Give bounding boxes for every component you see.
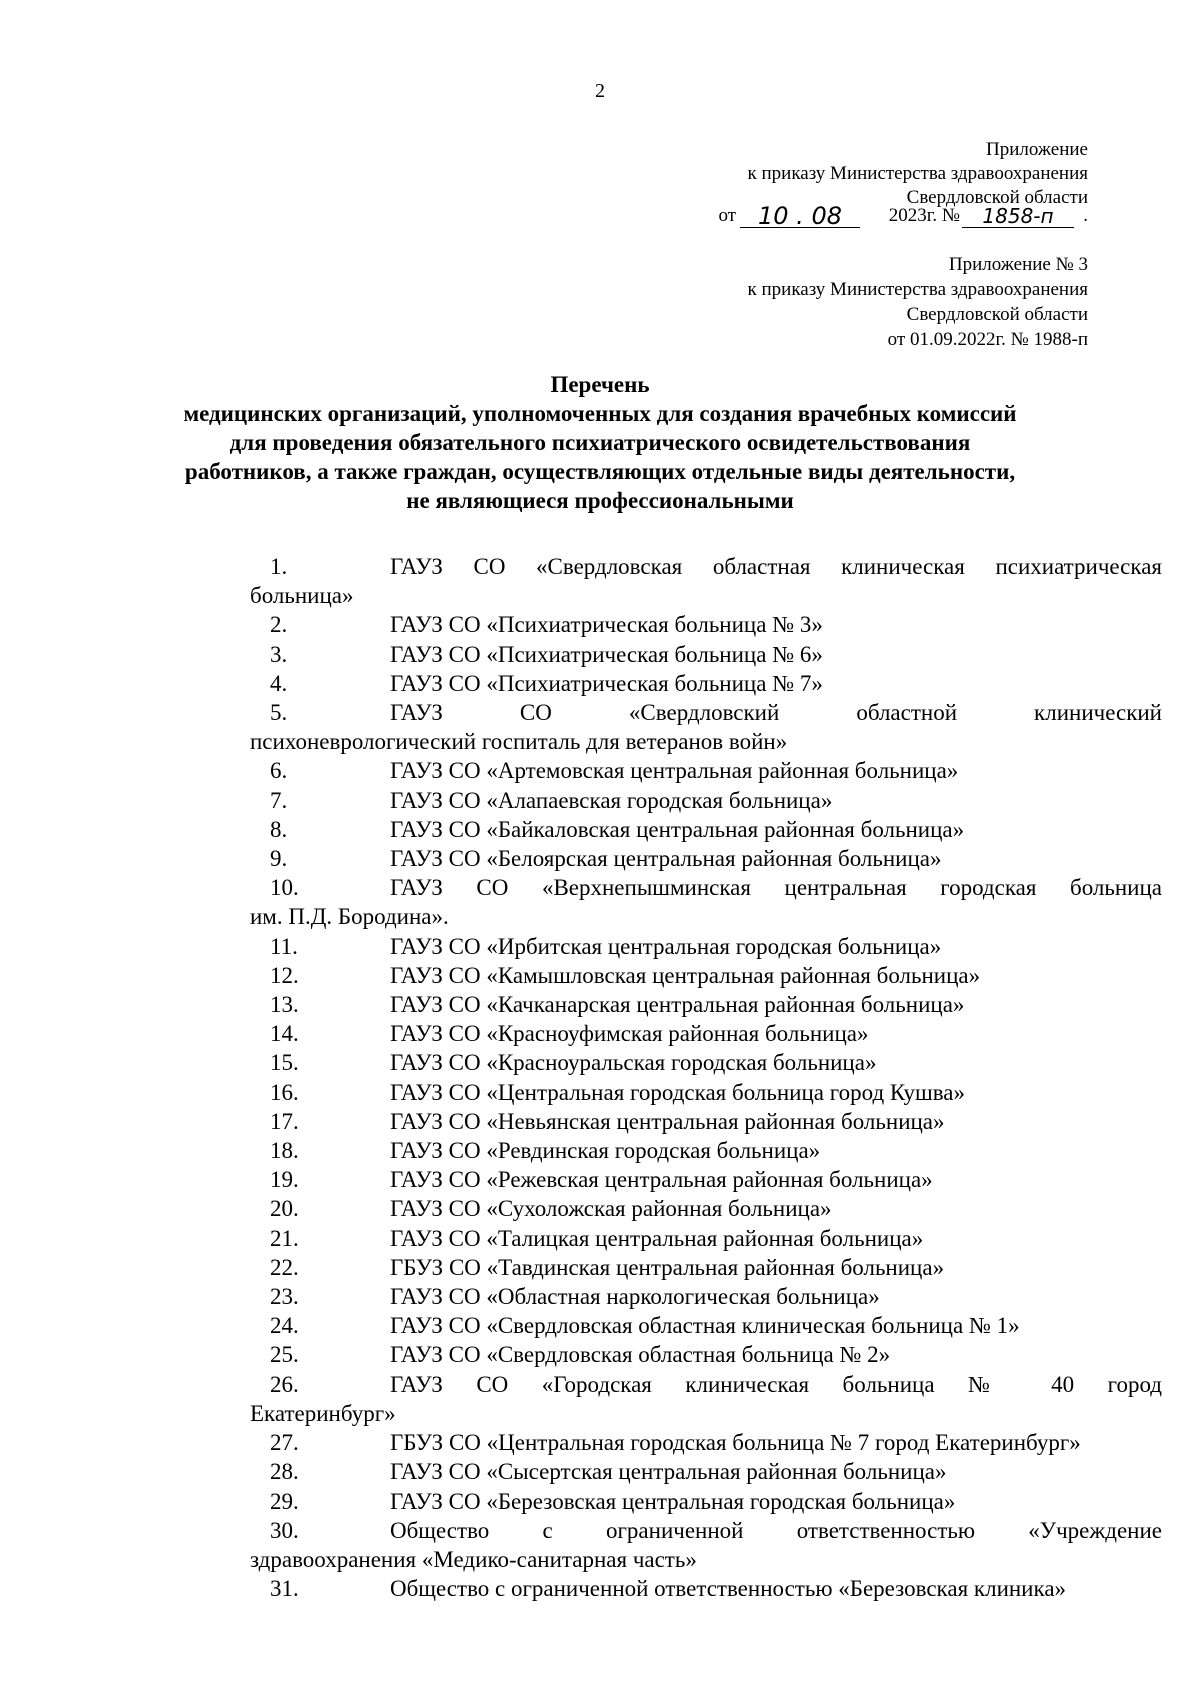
list-item-number: 25.	[270, 1342, 299, 1368]
list-item	[270, 1224, 1162, 1253]
list-item-number: 7.	[270, 787, 288, 813]
list-item-number: 8.	[270, 816, 288, 842]
list-item-number: 24.	[270, 1313, 299, 1339]
list-item	[270, 1136, 1162, 1165]
appendix-label: Приложение	[986, 139, 1088, 160]
list-item	[270, 1340, 1162, 1369]
list-item-number: 28.	[270, 1459, 299, 1485]
list-item	[270, 1048, 1162, 1077]
list-item	[250, 1516, 1162, 1574]
list-item-number: 12.	[270, 962, 299, 988]
list-item	[270, 1194, 1162, 1223]
title-line-3: для проведения обязательного психиатрического освидетельствования	[229, 430, 971, 455]
page-number: 2	[595, 80, 605, 102]
list-item-text: ГАУЗ СО «Свердловский областной клинический	[390, 700, 1162, 726]
list-item	[270, 1282, 1162, 1311]
list-item	[270, 932, 1162, 961]
list-item-number: 27.	[270, 1430, 299, 1456]
organization-list	[250, 552, 1162, 1603]
list-item-number: 6.	[270, 758, 288, 784]
title-line-2: медицинских организаций, уполномоченных для создания врачебных комиссий	[183, 401, 1017, 426]
list-item-text: ГАУЗ СО «Качканарская центральная районная больница»	[390, 992, 965, 1018]
list-item	[250, 552, 1162, 610]
list-item-number: 16.	[270, 1079, 299, 1105]
handwritten-date: 10 . 08	[740, 205, 860, 228]
appendix3-order-ref: к приказу Министерства здравоохранения	[747, 279, 1088, 300]
list-item	[270, 640, 1162, 669]
list-item-number: 4.	[270, 670, 288, 696]
list-item-text: ГАУЗ СО «Свердловская областная клиническая больница № 1»	[390, 1313, 1020, 1339]
appendix-header-previous	[668, 252, 1088, 352]
list-item-text: ГАУЗ СО «Областная наркологическая больница»	[390, 1284, 880, 1310]
list-item-text: ГАУЗ СО «Красноуральская городская больница»	[390, 1050, 877, 1076]
list-item-text: ГБУЗ СО «Тавдинская центральная районная больница»	[390, 1254, 945, 1280]
list-item-number: 18.	[270, 1138, 299, 1164]
document-title	[150, 370, 1050, 515]
list-item	[270, 1428, 1162, 1457]
list-item	[270, 610, 1162, 639]
list-item-text: ГАУЗ СО «Психиатрическая больница № 7»	[390, 670, 823, 696]
list-item-number: 14.	[270, 1021, 299, 1047]
list-item-text: ГАУЗ СО «Сысертская центральная районная больница»	[390, 1459, 947, 1485]
list-item-number: 11.	[270, 933, 298, 959]
list-item-text: ГАУЗ СО «Белоярская центральная районная больница»	[390, 846, 942, 872]
list-item-text: ГАУЗ СО «Талицкая центральная районная больница»	[390, 1225, 924, 1251]
list-item-text: ГАУЗ СО «Березовская центральная городская больница»	[390, 1488, 956, 1514]
list-item	[270, 1487, 1162, 1516]
list-item-text: ГАУЗ СО «Ирбитская центральная городская больница»	[390, 933, 942, 959]
list-item-text: Общество с ограниченной ответственностью «Березовская клиника»	[390, 1576, 1067, 1602]
list-item-text: ГАУЗ СО «Городская клиническая больница № 40 город	[390, 1371, 1162, 1397]
handwritten-order-number: 1858-п	[962, 205, 1074, 228]
list-item-text-continued: им. П.Д. Бородина».	[250, 904, 449, 930]
list-item-number: 3.	[270, 641, 288, 667]
title-line-1: Перечень	[550, 372, 650, 397]
list-item-number: 17.	[270, 1108, 299, 1134]
appendix-order-ref: к приказу Министерства здравоохранения	[747, 163, 1088, 184]
list-item	[270, 1078, 1162, 1107]
appendix-region: Свердловской области	[906, 187, 1088, 208]
list-item-text: ГАУЗ СО «Центральная городская больница город Кушва»	[390, 1079, 965, 1105]
list-item-number: 13.	[270, 992, 299, 1018]
list-item-number: 22.	[270, 1254, 299, 1280]
list-item-number: 30.	[270, 1517, 299, 1543]
list-item-text: ГАУЗ СО «Невьянская центральная районная больница»	[390, 1108, 945, 1134]
list-item	[270, 786, 1162, 815]
appendix3-region: Свердловской области	[906, 304, 1088, 325]
list-item	[270, 990, 1162, 1019]
from-label: от	[718, 205, 736, 226]
list-item	[270, 844, 1162, 873]
list-item	[270, 1165, 1162, 1194]
list-item-text: ГАУЗ СО «Психиатрическая больница № 3»	[390, 612, 823, 638]
list-item-text: ГАУЗ СО «Байкаловская центральная районная больница»	[390, 816, 965, 842]
list-item	[270, 756, 1162, 785]
list-item-number: 29.	[270, 1488, 299, 1514]
list-item-number: 19.	[270, 1167, 299, 1193]
list-item-text: ГАУЗ СО «Свердловская областная больница № 2»	[390, 1342, 891, 1368]
list-item	[270, 669, 1162, 698]
trailing-dot: .	[1083, 205, 1088, 226]
list-item-number: 21.	[270, 1225, 299, 1251]
list-item-number: 2.	[270, 612, 288, 638]
list-item-number: 23.	[270, 1284, 299, 1310]
list-item-text-continued: Екатеринбург»	[250, 1400, 396, 1426]
list-item-text: ГАУЗ СО «Артемовская центральная районная больница»	[390, 758, 959, 784]
list-item-number: 1.	[270, 554, 288, 579]
list-item-text: ГБУЗ СО «Центральная городская больница № 7 город Екатеринбург»	[390, 1430, 1081, 1456]
list-item-text: ГАУЗ СО «Камышловская центральная районная больница»	[390, 962, 981, 988]
list-item-text: ГАУЗ СО «Режевская центральная районная больница»	[390, 1167, 933, 1193]
appendix-header-current	[668, 138, 1088, 230]
list-item-number: 20.	[270, 1196, 299, 1222]
list-item-text: ГАУЗ СО «Алапаевская городская больница»	[390, 787, 833, 813]
list-item-text: ГАУЗ СО «Красноуфимская районная больница»	[390, 1021, 869, 1047]
list-item-text: ГАУЗ СО «Сухоложская районная больница»	[390, 1196, 832, 1222]
list-item-number: 26.	[270, 1371, 299, 1397]
list-item	[270, 1574, 1162, 1603]
list-item	[250, 873, 1162, 931]
title-line-4: работников, а также граждан, осуществляющих отдельные виды деятельности,	[184, 459, 1016, 484]
year-and-number-label: 2023г. №	[888, 205, 960, 226]
list-item-text: ГАУЗ СО «Верхнепышминская центральная городская больница	[390, 875, 1162, 901]
list-item	[270, 1253, 1162, 1282]
list-item-text-continued: психоневрологический госпиталь для ветеранов войн»	[250, 729, 788, 755]
list-item	[270, 1457, 1162, 1486]
list-item	[270, 1019, 1162, 1048]
list-item-number: 15.	[270, 1050, 299, 1076]
list-item	[270, 961, 1162, 990]
list-item	[250, 698, 1162, 756]
list-item-text: ГАУЗ СО «Ревдинская городская больница»	[390, 1138, 821, 1164]
list-item-number: 10.	[270, 875, 299, 901]
order-date-number-row	[668, 204, 1088, 230]
list-item	[270, 1311, 1162, 1340]
list-item-number: 9.	[270, 846, 288, 872]
title-line-5: не являющиеся профессиональными	[406, 488, 794, 513]
appendix3-date-number: от 01.09.2022г. № 1988-п	[887, 329, 1088, 350]
list-item-number: 31.	[270, 1576, 299, 1602]
list-item	[270, 815, 1162, 844]
list-item-text: Общество с ограниченной ответственностью «Учреждение	[390, 1517, 1162, 1543]
list-item	[250, 1370, 1162, 1428]
list-item	[270, 1107, 1162, 1136]
appendix3-label: Приложение № 3	[948, 254, 1088, 275]
list-item-text: ГАУЗ СО «Свердловская областная клиническая психиатрическая	[390, 554, 1162, 579]
list-item-text-continued: здравоохранения «Медико-санитарная часть»	[250, 1546, 697, 1572]
list-item-text-continued: больница»	[250, 583, 354, 609]
list-item-text: ГАУЗ СО «Психиатрическая больница № 6»	[390, 641, 823, 667]
list-item-number: 5.	[270, 700, 288, 726]
